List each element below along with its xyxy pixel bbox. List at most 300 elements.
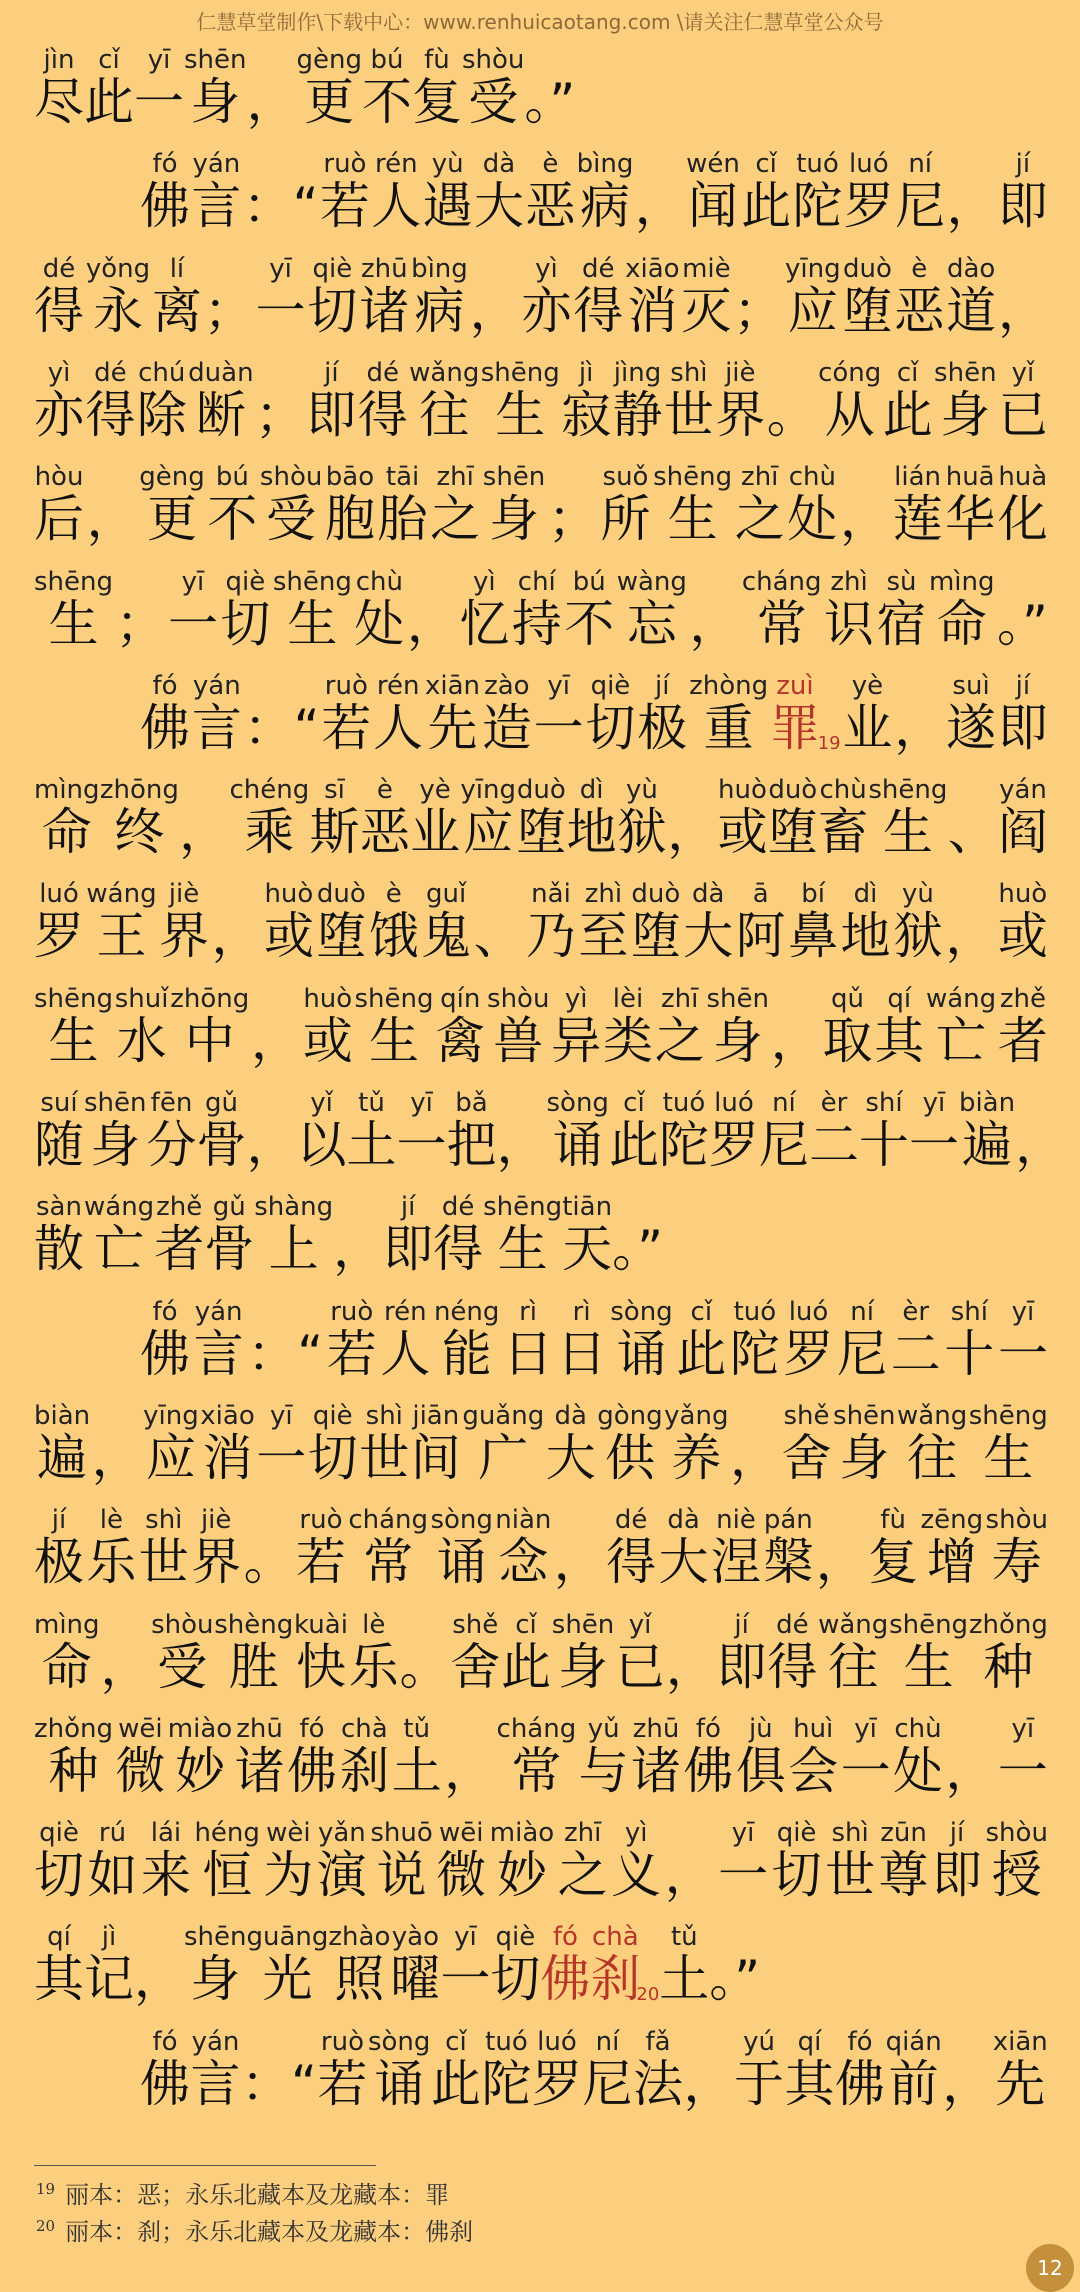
ruby-char: 异yì (551, 983, 602, 1070)
ruby-char: 舍shě (450, 1609, 501, 1696)
punctuation: ：“ (247, 1324, 324, 1383)
ruby-char: 诸zhū (631, 1713, 682, 1800)
ruby-char: 先xiān (424, 670, 480, 757)
ruby-char: 恶è (359, 775, 410, 862)
ruby-char: 忆yì (459, 566, 510, 653)
ruby-char: 所suǒ (600, 462, 651, 549)
ruby-char: 一yī (440, 1922, 491, 2009)
text-line (34, 983, 1048, 1070)
punctuation: ， (689, 594, 740, 653)
ruby-char: 恶è (525, 149, 576, 236)
ruby-char: 病bìng (411, 253, 468, 340)
ruby-char: 十shí (858, 1088, 909, 1174)
ruby-char: 命mìng (928, 566, 995, 653)
ruby-char: 不bú (564, 566, 615, 653)
ruby-char: 记jì (84, 1922, 134, 2009)
ruby-char: 罗luó (708, 1088, 759, 1174)
ruby-char: 佛fó (835, 2026, 886, 2113)
punctuation: ， (634, 177, 685, 236)
ruby-char: 命mìng (34, 775, 100, 862)
ruby-char: 切qiè (771, 1818, 822, 1905)
ruby-char: 乘chéng (229, 775, 310, 862)
ruby-char: 或huò (263, 879, 314, 966)
ruby-char: 界jiè (159, 879, 210, 966)
ruby-char: 来lái (140, 1818, 191, 1905)
ruby-char: 更gèng (296, 45, 362, 131)
ruby-char: 寂jì (561, 357, 612, 444)
ruby-char: 生shēng (354, 983, 434, 1070)
ruby-char: 业yè (842, 670, 893, 757)
ruby-char: 胞bāo (324, 462, 375, 549)
ruby-char: 陀tuó (481, 2026, 532, 2113)
ruby-char: 随suí (34, 1088, 84, 1174)
ruby-char: 大dà (683, 879, 734, 966)
text-line (140, 670, 1048, 757)
ruby-char: 堕duò (767, 775, 818, 862)
ruby-char: 常cháng (741, 566, 822, 653)
ruby-char: 遍biàn (34, 1400, 91, 1487)
punctuation: ， (894, 698, 945, 757)
ruby-char: 尼ní (758, 1088, 809, 1174)
ruby-char: 广guǎng (462, 1400, 545, 1487)
ruby-char: 法fǎ (632, 2026, 683, 2113)
punctuation: 。” (524, 73, 576, 131)
footnote-text: 丽本：刹；永乐北藏本及龙藏本：佛刹 (65, 2218, 474, 2246)
ruby-char: 曜yào (390, 1922, 441, 2009)
ruby-char: 后hòu (34, 462, 84, 549)
ruby-char: 身shēn (482, 462, 546, 549)
ruby-char: 应yīng (460, 775, 516, 862)
ruby-char: 分fēn (146, 1088, 197, 1174)
ruby-char: 若ruò (326, 1296, 377, 1383)
ruby-char: 处chù (354, 566, 405, 653)
ruby-char: 佛fó (140, 670, 190, 757)
ruby-char: 或huò (717, 775, 768, 862)
ruby-char: 即jí (716, 1609, 767, 1696)
text-line (140, 2026, 1048, 2113)
ruby-char: 陀tuó (729, 1296, 780, 1383)
footnote-number: 20 (36, 2217, 56, 2235)
ruby-char: 终zhōng (99, 775, 179, 862)
ruby-char: 世shì (138, 1505, 189, 1592)
ruby-char: 日rì (556, 1296, 607, 1383)
ruby-char: 生shēng (483, 1192, 563, 1279)
ruby-char: 佛fó (683, 1713, 734, 1800)
ruby-char: 一yī (840, 1713, 891, 1800)
ruby-char: 陀tuó (658, 1088, 709, 1174)
footnote-19 (36, 2175, 449, 2210)
ruby-char: 灭miè (681, 253, 732, 340)
ruby-char: 二èr (890, 1296, 941, 1383)
ruby-char: 佛fó (286, 1713, 337, 1800)
ruby-char: 切qiè (220, 566, 271, 653)
ruby-char: 光guāng (246, 1922, 329, 2009)
ruby-char: 把bǎ (446, 1088, 497, 1174)
ruby-char: 地dì (840, 879, 891, 966)
ruby-char: 一yī (908, 1088, 959, 1174)
ruby-char: 诵sòng (430, 1505, 493, 1592)
ruby-char: 界jiè (715, 357, 766, 444)
ruby-char: 佛fó (540, 1922, 591, 2009)
ruby-char: 供gòng (597, 1400, 663, 1487)
ruby-char: 界jiè (191, 1505, 242, 1592)
footnote-text: 丽本：恶；永乐北藏本及龙藏本：罪 (65, 2181, 450, 2209)
ruby-char: 种zhǒng (34, 1713, 114, 1800)
ruby-char: 诵sòng (610, 1296, 673, 1383)
ruby-char: 涅niè (710, 1505, 761, 1592)
ruby-char: 念niàn (495, 1505, 552, 1592)
ruby-char: 诸zhū (359, 253, 410, 340)
ruby-char: 上shàng (254, 1192, 334, 1279)
ruby-char: 身shēn (833, 1400, 896, 1487)
ruby-char: 罗luó (783, 1296, 834, 1383)
ruby-char: 造zào (481, 670, 532, 757)
ruby-char: 一yī (396, 1088, 447, 1174)
ruby-char: 言yán (191, 670, 242, 757)
punctuation: 。 (766, 385, 817, 444)
punctuation: ， (815, 1533, 866, 1592)
ruby-char: 一yī (167, 566, 218, 653)
punctuation: ， (211, 907, 262, 966)
ruby-char: 者zhě (997, 983, 1048, 1070)
ruby-char: 极jí (637, 670, 688, 757)
ruby-char: 应yīng (785, 253, 841, 340)
ruby-char: 鼻bí (788, 879, 839, 966)
ruby-char: 身shēn (706, 983, 769, 1070)
text-line (34, 1922, 1048, 2009)
ruby-char: 已yǐ (615, 1609, 666, 1696)
ruby-char: 胜shèng (214, 1609, 294, 1696)
ruby-char: 即jí (997, 670, 1048, 757)
ruby-char: 识zhì (824, 566, 875, 653)
ruby-char: 恒héng (194, 1818, 260, 1905)
ruby-char: 舍shě (781, 1400, 832, 1487)
ruby-char: 生shēng (968, 1400, 1048, 1487)
ruby-char: 人rén (380, 1296, 431, 1383)
ruby-char: 槃pán (763, 1505, 814, 1592)
ruby-char: 尼ní (582, 2026, 633, 2113)
ruby-char: 不bú (361, 45, 412, 131)
header-watermark: 仁慧草堂制作\下载中心：www.renhuicaotang.com \请关注仁慧草堂公众号 (196, 10, 884, 34)
punctuation: 、 (473, 907, 524, 966)
ruby-char: 说shuō (370, 1818, 433, 1905)
ruby-char: 为wèi (263, 1818, 314, 1905)
punctuation: ； (733, 281, 784, 340)
ruby-char: 生shēng (34, 983, 114, 1070)
punctuation: ， (86, 490, 137, 549)
ruby-char: 切qiè (34, 1818, 84, 1905)
ruby-char: 阿ā (735, 879, 786, 966)
punctuation: ， (100, 1637, 151, 1696)
text-line (34, 1609, 1048, 1696)
ruby-char: 世shì (663, 357, 714, 444)
ruby-char: 业yè (410, 775, 461, 862)
ruby-char: 地dì (566, 775, 617, 862)
ruby-char: 切qiè (307, 253, 358, 340)
ruby-char: 言yán (193, 1296, 244, 1383)
punctuation: ：“ (241, 2054, 317, 2113)
ruby-char: 尽jìn (34, 45, 84, 131)
ruby-char: 诸zhū (234, 1713, 285, 1800)
ruby-char: 先xiān (992, 2026, 1048, 2113)
punctuation: ， (406, 594, 457, 653)
ruby-char: 一yī (256, 1400, 307, 1487)
ruby-char: 闻wén (686, 149, 740, 236)
ruby-char: 堕duò (316, 879, 367, 966)
ruby-char: 土tǔ (346, 1088, 397, 1174)
punctuation: ， (251, 1011, 302, 1070)
ruby-char: 得dé (767, 1609, 818, 1696)
ruby-char: 畜chù (818, 775, 869, 862)
ruby-char: 饿è (368, 879, 419, 966)
ruby-char: 莲lián (892, 462, 943, 549)
ruby-char: 日rì (503, 1296, 554, 1383)
ruby-char: 极jí (34, 1505, 84, 1592)
ruby-char: 尼ní (895, 149, 946, 236)
ruby-char: 乐lè (348, 1609, 399, 1696)
ruby-char: 应yīng (143, 1400, 199, 1487)
ruby-char: 胎tāi (377, 462, 428, 549)
ruby-char: 生shēng (868, 775, 948, 862)
ruby-char: 忘wàng (616, 566, 687, 653)
ruby-char: 切qiè (585, 670, 636, 757)
ruby-char: 不bú (207, 462, 258, 549)
ruby-char: 得dé (573, 253, 624, 340)
ruby-char: 至zhì (578, 879, 629, 966)
punctuation: ； (203, 281, 254, 340)
ruby-char: 骨gǔ (204, 1192, 255, 1279)
ruby-char: 之zhī (557, 1818, 608, 1905)
ruby-char: 恶è (894, 253, 945, 340)
ruby-char: 处chù (787, 462, 838, 549)
text-line (34, 462, 1048, 549)
punctuation: ， (997, 281, 1048, 340)
ruby-char: 妙miào (489, 1818, 555, 1905)
ruby-char: 授shòu (985, 1818, 1048, 1905)
ruby-char: 水shuǐ (114, 983, 169, 1070)
ruby-char: 养yǎng (664, 1400, 729, 1487)
ruby-char: 亦yì (34, 357, 84, 444)
ruby-char: 大dà (658, 1505, 709, 1592)
ruby-char: 与yǔ (578, 1713, 629, 1800)
ruby-char: 陀tuó (792, 149, 843, 236)
text-line (34, 1088, 1066, 1174)
text-line (140, 149, 1048, 236)
ruby-char: 华huā (945, 462, 996, 549)
ruby-char: 罗luó (34, 879, 84, 966)
ruby-char: 或huò (302, 983, 353, 1070)
ruby-char: 生shēng (480, 357, 560, 444)
ruby-char: 静jìng (612, 357, 663, 444)
ruby-char: 宿sù (876, 566, 927, 653)
ruby-char: 言yán (191, 149, 242, 236)
ruby-char: 人rén (371, 149, 422, 236)
ruby-char: 鬼guǐ (421, 879, 472, 966)
ruby-char: 命mìng (34, 1609, 100, 1696)
ruby-char: 其qí (784, 2026, 835, 2113)
ruby-char: 刹chà (339, 1713, 390, 1800)
ruby-char: 即jí (306, 357, 357, 444)
ruby-char: 亡wáng (84, 1192, 155, 1279)
text-line (34, 1713, 1048, 1800)
ruby-char: 其qí (34, 1922, 84, 2009)
ruby-char: 之zhī (430, 462, 481, 549)
ruby-char: 一yī (997, 1713, 1048, 1800)
punctuation: ， (730, 1428, 780, 1487)
ruby-char: 狱yù (616, 775, 667, 862)
punctuation: ， (945, 907, 996, 966)
ruby-char: 阎yán (997, 775, 1048, 862)
ruby-char: 之zhī (654, 983, 705, 1070)
ruby-char: 间jiān (410, 1400, 461, 1487)
ruby-char: 身shēn (84, 1088, 147, 1174)
footnote-divider (34, 2165, 376, 2166)
punctuation: ， (667, 803, 718, 862)
ruby-char: 类lèi (602, 983, 653, 1070)
ruby-char: 断duàn (188, 357, 254, 444)
punctuation: ， (179, 803, 230, 862)
punctuation: ， (1015, 1116, 1066, 1174)
ruby-char: 若ruò (295, 1505, 346, 1592)
ruby-char: 往wǎng (897, 1400, 968, 1487)
ruby-char: 更gèng (139, 462, 205, 549)
punctuation: ； (547, 490, 598, 549)
ruby-char: 常cháng (348, 1505, 429, 1592)
ruby-char: 斯sī (309, 775, 360, 862)
ruby-char: 此cǐ (882, 357, 933, 444)
ruby-char: 土tǔ (659, 1922, 710, 2009)
ruby-char: 若ruò (321, 670, 372, 757)
ruby-char: 遍biàn (958, 1088, 1016, 1174)
punctuation: ， (942, 2054, 993, 2113)
ruby-char: 一yī (997, 1296, 1048, 1383)
ruby-char: 生shēng (653, 462, 733, 549)
ruby-char: 以yǐ (296, 1088, 347, 1174)
punctuation: ， (553, 1533, 604, 1592)
ruby-char: 一yī (134, 45, 184, 131)
ruby-char: 十shí (944, 1296, 995, 1383)
footnote-number: 19 (36, 2180, 56, 2198)
punctuation: ， (134, 1950, 184, 2009)
footnote-reference: 20 (636, 1984, 660, 2006)
ruby-char: 此cǐ (430, 2026, 481, 2113)
ruby-char: 罪zuì (769, 670, 820, 757)
ruby-char: 受shòu (259, 462, 323, 549)
ruby-char: 永yǒng (85, 253, 151, 340)
ruby-char: 得dé (606, 1505, 657, 1592)
ruby-char: 佛fó (140, 1296, 190, 1383)
ruby-char: 种zhǒng (968, 1609, 1048, 1696)
ruby-char: 亡wáng (925, 983, 997, 1070)
ruby-char: 离lí (151, 253, 202, 340)
punctuation: ； (115, 594, 166, 653)
ruby-char: 复fù (411, 45, 462, 131)
ruby-char: 身shēn (184, 1922, 247, 2009)
ruby-char: 刹chà (590, 1922, 641, 2009)
ruby-char: 身shēn (934, 357, 997, 444)
ruby-char: 乃nǎi (525, 879, 576, 966)
ruby-char: 即jí (932, 1818, 983, 1905)
ruby-char: 兽shòu (487, 983, 550, 1070)
ruby-char: 前qián (885, 2026, 942, 2113)
ruby-char: 生shēng (34, 566, 114, 653)
ruby-char: 此cǐ (501, 1609, 552, 1696)
ruby-char: 得dé (85, 357, 136, 444)
ruby-char: 复fù (868, 1505, 919, 1592)
ruby-char: 罗luó (531, 2026, 582, 2113)
ruby-char: 消xiāo (200, 1400, 255, 1487)
ruby-char: 世shì (825, 1818, 876, 1905)
punctuation: ， (664, 1846, 715, 1905)
ruby-char: 此cǐ (84, 45, 134, 131)
punctuation: ， (469, 281, 520, 340)
ruby-char: 得dé (433, 1192, 484, 1279)
ruby-char: 切qiè (490, 1922, 541, 2009)
ruby-char: 从cóng (818, 357, 882, 444)
text-line (34, 1400, 1048, 1487)
ruby-char: 除chú (136, 357, 187, 444)
ruby-char: 往wǎng (818, 1609, 889, 1696)
ruby-char: 一yī (533, 670, 584, 757)
text-line (140, 1296, 1048, 1383)
ruby-char: 生shēng (272, 566, 352, 653)
ruby-char: 散sàn (34, 1192, 84, 1279)
ruby-char: 道dào (946, 253, 997, 340)
ruby-char: 持chí (511, 566, 562, 653)
punctuation: ， (496, 1116, 547, 1174)
ruby-char: 佛fó (140, 149, 190, 236)
punctuation: ， (333, 1220, 384, 1279)
text-line (34, 879, 1048, 966)
ruby-char: 快kuài (294, 1609, 348, 1696)
ruby-char: 佛fó (140, 2026, 190, 2113)
punctuation: 。” (709, 1950, 761, 2009)
footnote-20 (36, 2212, 473, 2247)
ruby-char: 受shòu (461, 45, 525, 131)
text-line (34, 357, 1048, 444)
ruby-char: 一yī (718, 1818, 769, 1905)
ruby-char: 往wǎng (409, 357, 480, 444)
punctuation: 。” (996, 594, 1048, 653)
ruby-char: 取qǔ (822, 983, 873, 1070)
footnote-reference: 19 (817, 732, 841, 754)
punctuation: ， (945, 1741, 996, 1800)
ruby-char: 诵sòng (546, 1088, 609, 1174)
text-line (34, 1192, 1048, 1279)
text-line (34, 253, 1048, 340)
ruby-char: 之zhī (734, 462, 785, 549)
text-line (34, 1505, 1048, 1592)
page-number-badge: 12 (1026, 2244, 1074, 2292)
ruby-char: 骨gǔ (196, 1088, 247, 1174)
punctuation: ， (683, 2054, 734, 2113)
ruby-char: 若ruò (317, 2026, 368, 2113)
text-line (34, 566, 1048, 653)
punctuation: 、 (947, 803, 998, 862)
ruby-char: 罗luó (843, 149, 894, 236)
ruby-char: 人rén (373, 670, 424, 757)
ruby-char: 其qí (874, 983, 925, 1070)
ruby-char: 常cháng (496, 1713, 577, 1800)
ruby-char: 会huì (788, 1713, 839, 1800)
ruby-char: 亦yì (521, 253, 572, 340)
punctuation: 。 (399, 1637, 450, 1696)
ruby-char: 此cǐ (608, 1088, 659, 1174)
punctuation: ， (770, 1011, 821, 1070)
text-line (34, 45, 1048, 131)
ruby-char: 化huà (997, 462, 1048, 549)
ruby-char: 此cǐ (741, 149, 792, 236)
